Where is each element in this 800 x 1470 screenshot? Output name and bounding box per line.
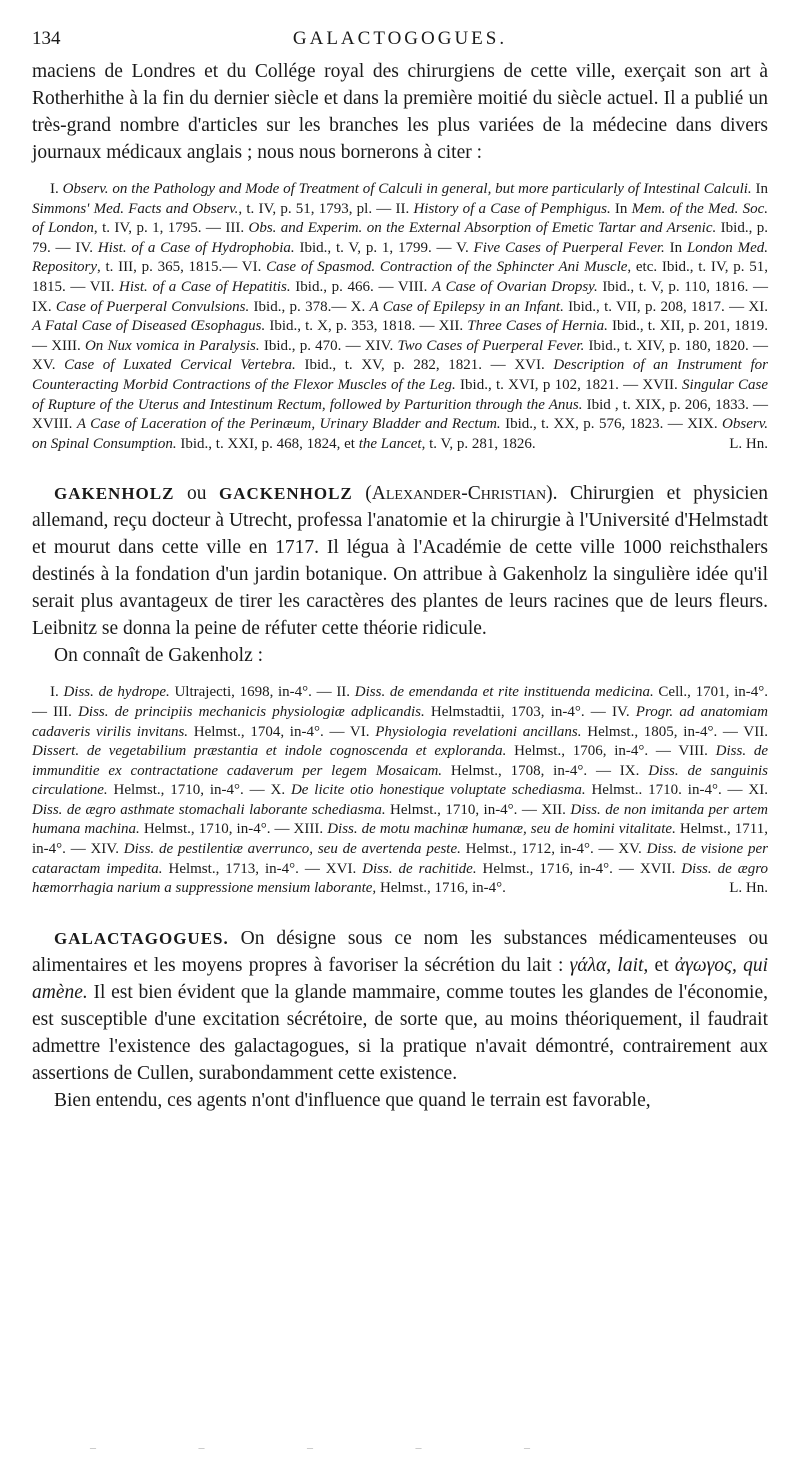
- citation-text: Helmst., 1716, in-4°.: [376, 880, 506, 897]
- work-title: Hist. of a Case of Hepatitis.: [119, 278, 291, 295]
- work-title: Physiologia revelationi ancillans.: [375, 723, 582, 740]
- entry-text: On désigne sous ce nom les substances médicamenteuses ou alimentaires et les moyens propres à favoriser la sécrétion du lait :: [32, 927, 768, 976]
- work-title: Observ. on Spinal Consumption.: [32, 416, 769, 452]
- citation-text: Helmst., 1712, in-4°. — XV.: [460, 841, 647, 858]
- works-lead: On connaît de Gakenholz :: [54, 645, 264, 667]
- citation-text: Helmst., 1713, in-4°. — XVI.: [162, 860, 363, 877]
- citation-text: In: [664, 239, 687, 256]
- page: [32, 28, 768, 1114]
- work-title: Dissert. de vegetabilium præstantia et indole cognoscenda et exploranda.: [32, 743, 507, 760]
- entry-gakenholz: [32, 480, 768, 642]
- greek-term: γάλα, lait,: [569, 954, 649, 976]
- work-title: A Case of Laceration of the Perinæum, Urinary Bladder and Rectum.: [76, 416, 501, 433]
- work-title: History of a Case of Pemphigus.: [413, 200, 611, 217]
- citation-text: Ibid , t. XIX, p. 206, 1833. — XVIII.: [32, 396, 768, 433]
- citation-text: Helmst., 1704, in-4°. — VI.: [188, 723, 376, 740]
- citation-text: Ibid., p. 470. — XIV.: [259, 337, 398, 354]
- work-title: Diss. de motu machinæ humanæ, seu de homini vitalitate.: [327, 821, 676, 838]
- dash-mark: –: [198, 1440, 205, 1454]
- entry-text: Il est bien évident que la glande mammaire, comme toutes les glandes de l'économie, est susceptible d'une excitation sécrétoire, de sorte que, au moins théoriquement, il faudrait admettre l'existence des galactagogues, si la pratique n'avait démontré, contrairement aux assertions de Cullen, surabondamment cette existence.: [32, 981, 768, 1084]
- citation-text: , t. V, p. 281, 1826.: [421, 435, 536, 452]
- citation-text: , t. IV, p. 51, 1793, pl. — II.: [238, 200, 414, 217]
- citation-text: , t. IV, p. 1, 1795. — III.: [93, 220, 249, 237]
- citation-text: Ibid., t. V, p. 110, 1816. — IX.: [32, 278, 769, 315]
- citation-text: , etc. Ibid., t. IV, p. 51, 1815. — VII.: [32, 259, 768, 295]
- given-names: (Alexander-Christian).: [352, 483, 558, 505]
- citation-text: Helmst., 1708, in-4°. — IX.: [442, 762, 649, 779]
- work-title: Observ. on the Pathology and Mode of Treatment of Calculi in general, but more particularly of Intestinal Calculi.: [62, 181, 752, 197]
- work-title: Singular Case of Rupture of the Uterus and Intestinum Rectum, followed by Parturition through the Anus.: [32, 376, 768, 413]
- page-header: [32, 28, 768, 58]
- citation-text: Ibid., t. VII, p. 208, 1817. — XI.: [563, 298, 768, 315]
- headword-alt: GACKENHOLZ: [219, 484, 353, 504]
- citation-text: Helmst., 1710, in-4°. — XII.: [385, 801, 571, 818]
- citation-text: Helmst., 1716, in-4°. — XVII.: [476, 860, 682, 877]
- running-head: GALACTOGOGUES.: [292, 28, 508, 49]
- citation-text: Helmst., 1706, in-4°. — VIII.: [506, 743, 716, 760]
- work-title: Diss. de immunditie ex contractatione cadaverum per legem Mosaicam.: [32, 743, 768, 779]
- greek-term: ἀγωγος, qui amène.: [32, 954, 769, 1003]
- intro-paragraph: maciens de Londres et du Collége royal des chirurgiens de cette ville, exerçait son art à Rotherhithe à la fin du dernier siècle et dans la première moitié du siècle actuel. Il a publié un très-grand nombre d'articles sur les branches les plus variées de la médecine dans divers journaux médicaux anglais ; nous nous bornerons à citer :: [32, 61, 768, 163]
- work-title: Case of Puerperal Convulsions.: [55, 298, 250, 315]
- citation-text: I.: [50, 684, 64, 701]
- citation-text: Ibid., p. 378.— X.: [249, 298, 370, 315]
- work-title: Diss. de hydrope.: [63, 684, 170, 701]
- bibliography-list: [32, 683, 768, 899]
- work-title: Diss. de principiis mechanicis physiologiæ adplicandis.: [78, 703, 425, 720]
- work-title: London Med. Repository: [32, 239, 768, 276]
- citation-text: Helmst., 1805, in-4°. — VII.: [581, 723, 768, 740]
- citation-text: Ibid., p. 466. — VIII.: [290, 278, 433, 295]
- entry-text: et: [648, 954, 675, 976]
- citation-text: In: [610, 200, 632, 217]
- work-title: Diss. de visione per cataractam impedita.: [32, 841, 768, 877]
- entry-text: Chirurgien et physicien allemand, reçu docteur à Utrecht, professa l'anatomie et la chirurgie à l'Université d'Helmstadt et mourut dans cette ville en 1717. Il légua à l'Académie de cette ville 1000 reichsthalers destinés à la fondation d'un jardin botanique. On attribue à Gakenholz la singulière idée qu'il serait plus avantageux de tirer les caractères des plantes de leurs racines que de leurs fleurs. Leibnitz se donna la peine de réfuter cette théorie ridicule.: [32, 483, 768, 640]
- citation-text: Ibid., t. V, p. 1, 1799. — V.: [294, 239, 474, 256]
- work-title: Diss. de sanguinis circulatione.: [32, 762, 769, 799]
- citation-text: , t. III, p. 365, 1815.— VI.: [97, 259, 267, 276]
- headword: GALACTAGOGUES.: [54, 928, 229, 948]
- work-title: Diss. de emendanda et rite instituenda medicina.: [354, 684, 654, 701]
- work-title: Diss. de non imitanda per artem humana machina.: [32, 801, 768, 838]
- work-title: Obs. and Experim. on the External Absorption of Emetic Tartar and Arsenic.: [248, 220, 717, 237]
- work-title: Diss. de ægro asthmate stomachali laborante schediasma.: [32, 801, 386, 818]
- entry-galactagogues: [32, 925, 768, 1087]
- work-title: Diss. de rachitide.: [362, 860, 477, 877]
- work-title: Description of an Instrument for Counteracting Morbid Contractions of the Flexor Muscles of the Leg.: [32, 357, 768, 393]
- citation-text: Ibid., t. X, p. 353, 1818. — XII.: [265, 318, 468, 335]
- work-title: Progr. ad anatomiam cadaveris virilis invitans.: [32, 703, 768, 740]
- work-title: A Case of Ovarian Dropsy.: [432, 278, 598, 295]
- page-number: 134: [32, 28, 61, 49]
- work-title: Hist. of a Case of Hydrophobia.: [97, 239, 295, 256]
- citation-text: In: [751, 181, 768, 197]
- work-title: Case of Spasmod. Contraction of the Sphincter Ani Muscle: [266, 259, 628, 276]
- work-title: Three Cases of Hernia.: [467, 318, 608, 335]
- citation-text: Ibid., t. XII, p. 201, 1819.— XIII.: [32, 318, 768, 354]
- work-title: Simmons' Med. Facts and Observ.: [32, 200, 239, 217]
- dash-mark: –: [524, 1440, 530, 1454]
- connector: ou: [174, 483, 220, 505]
- work-title: Diss. de ægro hæmorrhagia narium a suppressione mensium laborante,: [32, 860, 768, 897]
- last-paragraph: Bien entendu, ces agents n'ont d'influence que quand le terrain est favorable,: [54, 1089, 651, 1111]
- citation-text: Ibid., t. XVI, p 102, 1821. — XVII.: [455, 376, 683, 393]
- citation-text: Helmst., 1710, in-4°. — XIII.: [139, 821, 328, 838]
- work-title: On Nux vomica in Paralysis.: [84, 337, 260, 354]
- dash-mark: –: [90, 1440, 96, 1454]
- citation-text: Helmstadtii, 1703, in-4°. — IV.: [424, 703, 636, 720]
- work-title: Two Cases of Puerperal Fever.: [397, 337, 585, 354]
- work-title: the Lancet: [358, 435, 422, 452]
- work-title: Diss. de pestilentiæ averrunco, seu de avertenda peste.: [123, 841, 461, 858]
- signature: L. Hn.: [729, 435, 768, 452]
- citation-text: Ibid., t. XV, p. 282, 1821. — XVI.: [295, 357, 554, 374]
- work-title: Mem. of the Med. Soc. of London: [32, 200, 768, 237]
- dash-mark: –: [415, 1440, 422, 1454]
- citation-text: I.: [50, 181, 63, 197]
- work-title: A Case of Epilepsy in an Infant.: [369, 298, 564, 315]
- citation-text: Cell., 1701, in-4°. — III.: [32, 684, 768, 720]
- print-marks: [90, 1440, 530, 1455]
- citation-text: Ultrajecti, 1698, in-4°. — II.: [169, 684, 355, 701]
- citation-text: Helmst.. 1710. in-4°. — XI.: [585, 782, 768, 799]
- work-title: Case of Luxated Cervical Vertebra.: [64, 357, 296, 374]
- citation-text: Ibid., p. 79. — IV.: [32, 220, 768, 256]
- citation-text: Ibid., t. XXI, p. 468, 1824, et: [176, 435, 359, 452]
- citation-text: Ibid., t. XIV, p. 180, 1820. — XV.: [32, 337, 769, 374]
- work-title: De licite otio honestique voluptate schediasma.: [290, 782, 586, 799]
- bibliography-list: [32, 180, 768, 454]
- signature: L. Hn.: [729, 880, 768, 897]
- dash-mark: –: [307, 1440, 313, 1454]
- work-title: A Fatal Case of Diseased Œsophagus.: [32, 318, 266, 335]
- citation-text: Helmst., 1710, in-4°. — X.: [107, 782, 291, 799]
- headword: GAKENHOLZ: [54, 484, 175, 504]
- citation-text: Ibid., t. XX, p. 576, 1823. — XIX.: [500, 416, 723, 433]
- work-title: Five Cases of Puerperal Fever.: [473, 239, 665, 256]
- citation-text: Helmst., 1711, in-4°. — XIV.: [32, 821, 768, 858]
